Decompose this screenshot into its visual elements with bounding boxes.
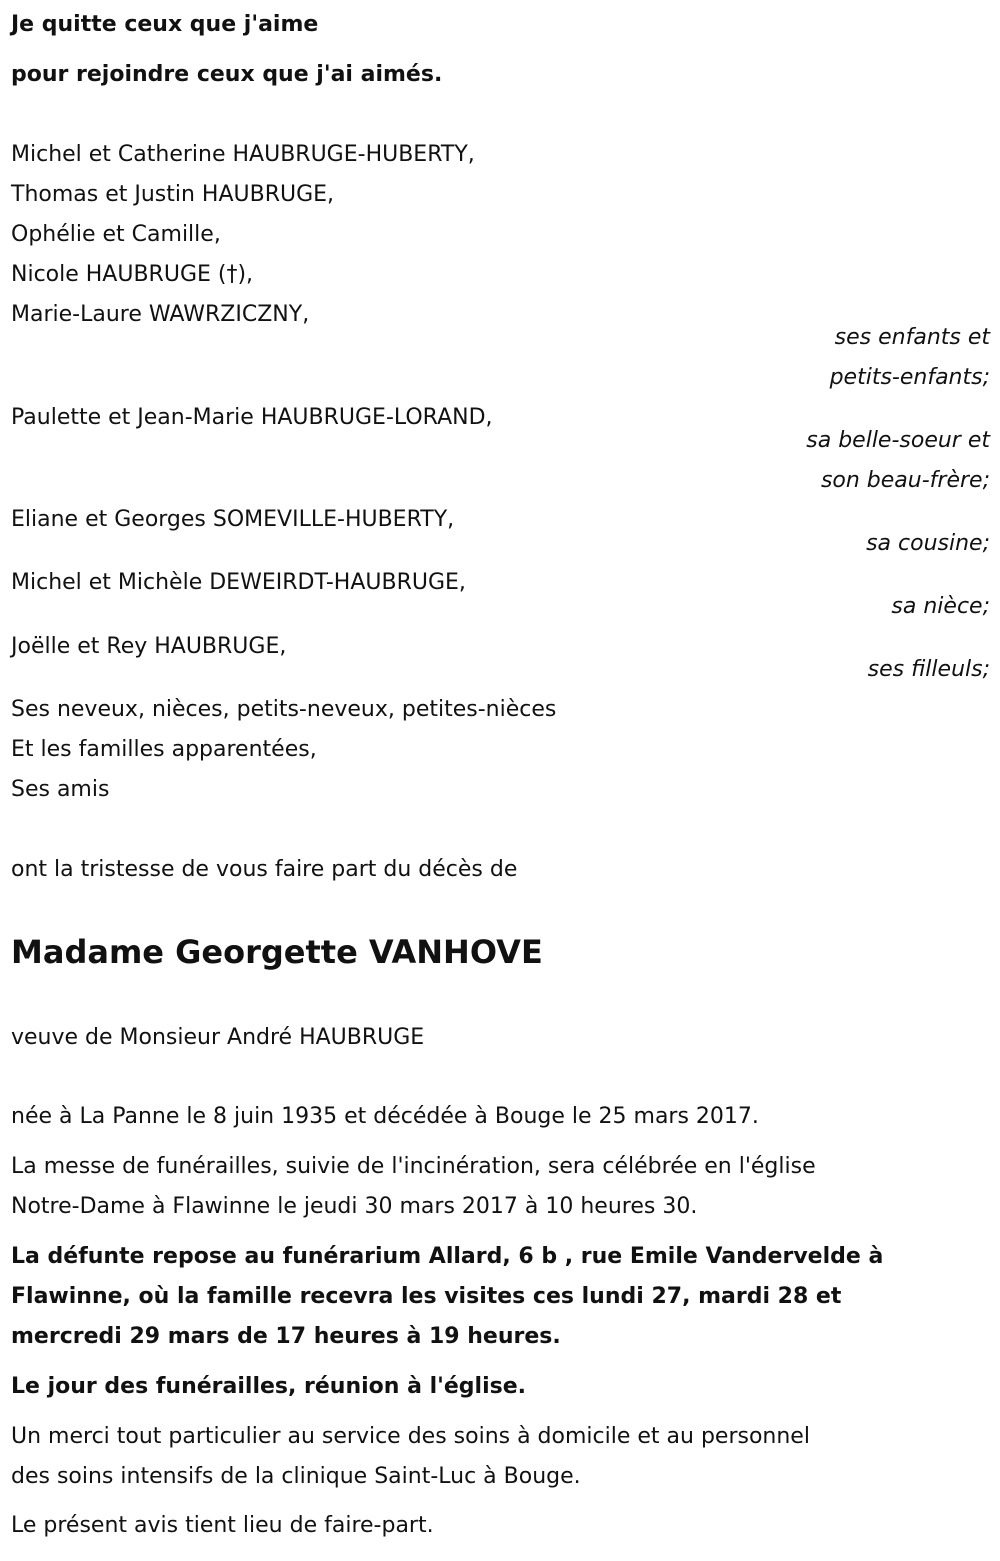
family-member: Nicole HAUBRUGE (†),	[11, 262, 254, 287]
announcement: ont la tristesse de vous faire part du décès de	[11, 857, 518, 882]
family-member: Marie-Laure WAWRZICZNY,	[11, 302, 310, 327]
closing-note: Le présent avis tient lieu de faire-part.	[11, 1513, 434, 1538]
visitation-info: Flawinne, où la famille recevra les visites ces lundi 27, mardi 28 et	[11, 1284, 842, 1309]
family-member: Michel et Catherine HAUBRUGE-HUBERTY,	[11, 142, 475, 167]
thanks: des soins intensifs de la clinique Saint-Luc à Bouge.	[11, 1464, 581, 1489]
epigraph-line: pour rejoindre ceux que j'ai aimés.	[11, 62, 443, 87]
mass-info: Notre-Dame à Flawinne le jeudi 30 mars 2017 à 10 heures 30.	[11, 1194, 698, 1219]
relation-label: ses enfants et	[834, 325, 990, 350]
mass-info: La messe de funérailles, suivie de l'incinération, sera célébrée en l'église	[11, 1154, 816, 1179]
meeting-info: Le jour des funérailles, réunion à l'église.	[11, 1374, 526, 1399]
visitation-info: La défunte repose au funérarium Allard, 6 b , rue Emile Vandervelde à	[11, 1244, 884, 1269]
family-others: Ses neveux, nièces, petits-neveux, petites-nièces	[11, 697, 557, 722]
family-member: Michel et Michèle DEWEIRDT-HAUBRUGE,	[11, 570, 466, 595]
relation-label: son beau-frère;	[820, 468, 990, 493]
birth-death: née à La Panne le 8 juin 1935 et décédée à Bouge le 25 mars 2017.	[11, 1104, 759, 1129]
family-member: Eliane et Georges SOMEVILLE-HUBERTY,	[11, 507, 455, 532]
relation-label: ses filleuls;	[867, 657, 990, 682]
family-member: Ophélie et Camille,	[11, 222, 221, 247]
family-others: Ses amis	[11, 777, 110, 802]
deceased-name: Madame Georgette VANHOVE	[11, 933, 543, 971]
relation-label: sa belle-soeur et	[806, 428, 990, 453]
family-member: Thomas et Justin HAUBRUGE,	[11, 182, 335, 207]
relation-label: petits-enfants;	[829, 365, 990, 390]
visitation-info: mercredi 29 mars de 17 heures à 19 heures.	[11, 1324, 561, 1349]
family-others: Et les familles apparentées,	[11, 737, 317, 762]
family-member: Paulette et Jean-Marie HAUBRUGE-LORAND,	[11, 405, 493, 430]
family-member: Joëlle et Rey HAUBRUGE,	[11, 634, 287, 659]
relation-label: sa nièce;	[891, 594, 990, 619]
thanks: Un merci tout particulier au service des soins à domicile et au personnel	[11, 1424, 810, 1449]
widow-of: veuve de Monsieur André HAUBRUGE	[11, 1025, 425, 1050]
relation-label: sa cousine;	[866, 531, 990, 556]
epigraph-line: Je quitte ceux que j'aime	[11, 12, 319, 37]
